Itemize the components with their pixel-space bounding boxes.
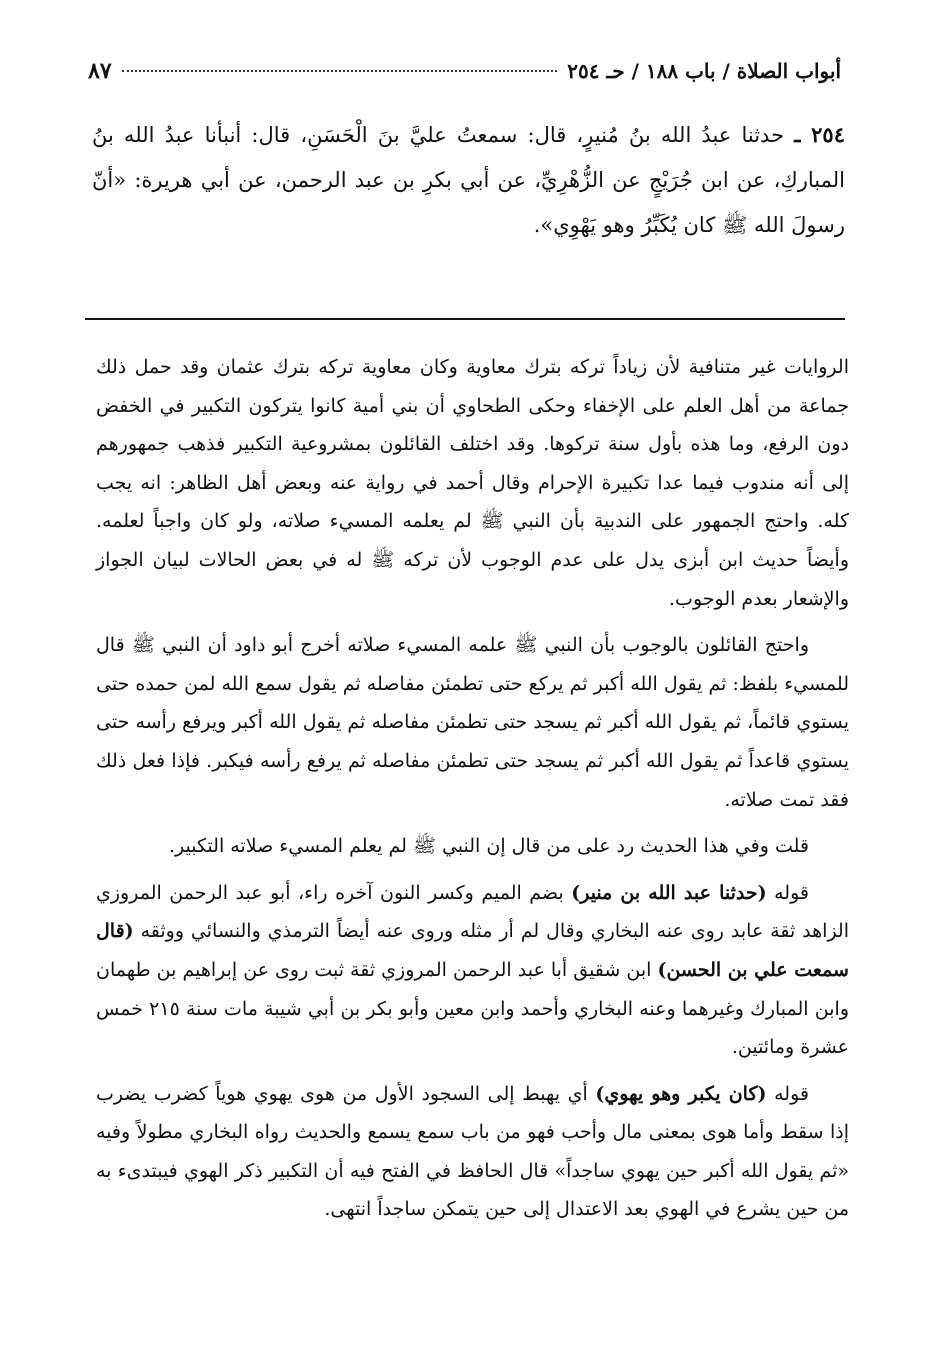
quoted-phrase: (قال سمعت علي بن الحسن): [96, 920, 849, 981]
commentary-text: قوله: [766, 1082, 809, 1105]
commentary-text: بضم الميم وكسر النون آخره راء، أبو عبد الرحمن المروزي الزاهد ثقة عابد روى عنه البخاري وقال لم أر مثله وروى عنه أيضاً الترمذي والنسائي ووثقه: [96, 881, 849, 943]
commentary-paragraph: الروايات غير متنافية لأن زياداً تركه بترك معاوية وكان معاوية تركه بترك عثمان وقد حمل ذلك جماعة من أهل العلم على الإخفاء وحكى الطحاوي أن بني أمية كانوا يتركون التكبير في الخفض دون الرفع، وما هذه بأول سنة تركوها. وقد اختلف القائلون بمشروعية التكبير فذهب جمهورهم إلى أنه مندوب فيما عدا تكبيرة الإحرام وقال أحمد في رواية عنه وبعض أهل الظاهر: انه يجب كله. واحتج الجمهور على الندبية بأن النبي ﷺ لم يعلمه المسيء صلاته، ولو كان واجباً لعلمه. وأيضاً حديث ابن أبزى يدل على عدم الوجوب لأن تركه ﷺ له في بعض الحالات لبيان الجواز والإشعار بعدم الوجوب.: [96, 356, 849, 610]
commentary-text: قوله: [766, 881, 809, 904]
commentary: [96, 348, 849, 1229]
hadith-text: [92, 112, 845, 248]
commentary-paragraph: واحتج القائلون بالوجوب بأن النبي ﷺ علمه المسيء صلاته أخرج أبو داود أن النبي ﷺ قال للمسيء بلفظ: ثم يقول الله أكبر ثم يركع حتى تطمئن مفاصله ثم يقول سمع الله لمن حمده حتى يستوي قائماً، ثم يقول الله أكبر ثم يسجد حتى تطمئن مفاصله ثم يقول الله أكبر ويرفع رأسه حتى يستوي قاعداً ثم يقول الله أكبر ثم يسجد حتى تطمئن مفاصله ثم يرفع رأسه فيكبر. فإذا فعل ذلك فقد تمت صلاته.: [96, 634, 849, 811]
dotted-leader: [122, 70, 558, 72]
commentary-paragraph: [96, 1075, 849, 1229]
commentary-paragraph: [96, 874, 849, 1067]
commentary-text: أي يهبط إلى السجود الأول من هوى يهوي هوياً كضرب يضرب إذا سقط وأما هوى بمعنى مال وأحب فهو من باب سمع يسمع والحديث رواه البخاري مطولاً وفيه «ثم يقول الله أكبر حين يهوي ساجداً» قال الحافظ في الفتح فيه أن التكبير ذكر الهوي فيبتدىء به من حين يشرع في الهوي بعد الاعتدال إلى حين يتمكن ساجداً انتهى.: [96, 1082, 849, 1221]
commentary-paragraph: قلت وفي هذا الحديث رد على من قال إن النبي ﷺ لم يعلم المسيء صلاته التكبير.: [168, 835, 809, 858]
hadith-number: ٢٥٤ ـ: [794, 122, 845, 147]
running-title: أبواب الصلاة / باب ١٨٨ / حـ ٢٥٤: [567, 59, 841, 83]
quoted-phrase: (حدثنا عبد الله بن منير): [571, 881, 767, 904]
hadith-body: حدثنا عبدُ الله بنُ مُنيرٍ، قال: سمعتُ عليَّ بنَ الْحَسَنِ، قال: أنبأنا عبدُ الله بنُ المباركِ، عن ابن جُرَيْجٍ عن الزُّهْرِيِّ، عن أبي بكرِ بن عبد الرحمن، عن أبي هريرة: «أنّ رسولَ الله ﷺ كان يُكَبِّرُ وهو يَهْوِي».: [92, 123, 845, 237]
quoted-phrase: (كان يكبر وهو يهوي): [595, 1082, 767, 1105]
running-header: [88, 58, 841, 92]
commentary-text: ابن شقيق أبا عبد الرحمن المروزي ثقة ثبت روى عن إبراهيم بن طهمان وابن المبارك وغيرهما وعنه البخاري وأحمد وابن معين وأبو بكر بن أبي شيبة مات سنة ٢١٥ خمس عشرة ومائتين.: [96, 958, 849, 1059]
footnote-divider: [85, 318, 845, 320]
page-number: ٨٧: [88, 58, 112, 84]
